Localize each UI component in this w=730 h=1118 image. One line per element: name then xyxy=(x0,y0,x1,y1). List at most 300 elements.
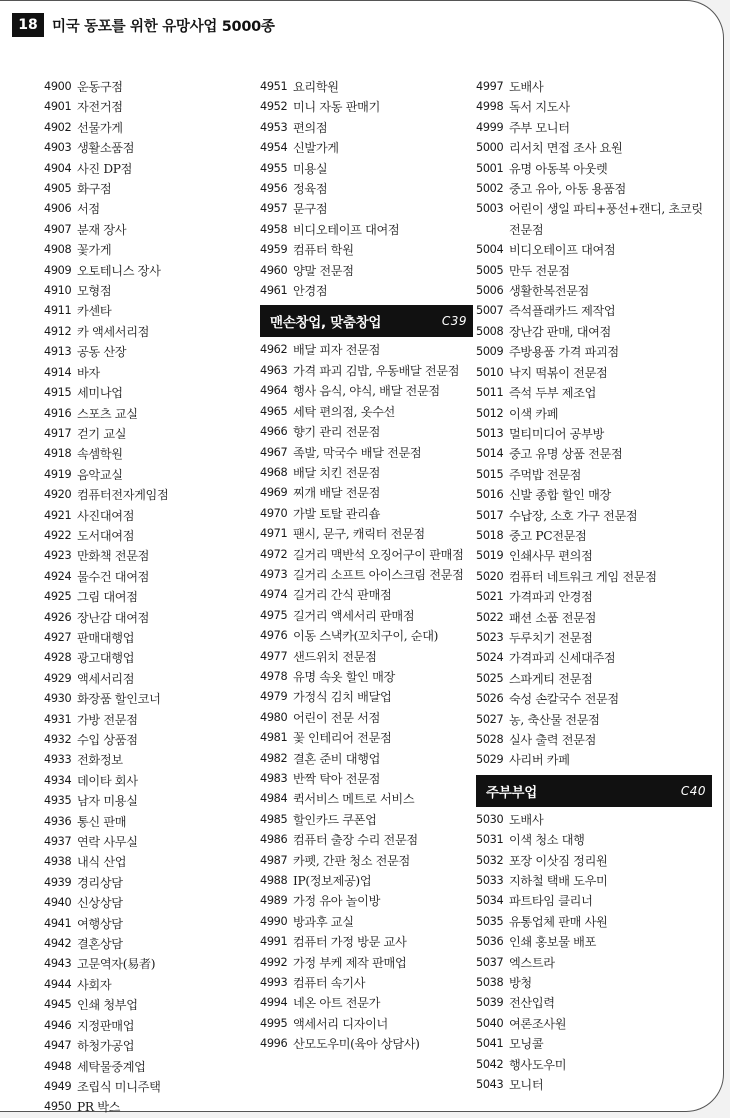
item-text: 꽃 인테리어 전문점 xyxy=(293,731,392,746)
item-text: 문구점 xyxy=(293,202,328,217)
item-number: 4970 xyxy=(260,506,288,520)
list-item xyxy=(44,1016,249,1036)
section-header-c39 xyxy=(260,305,473,337)
item-number: 4967 xyxy=(260,445,288,459)
item-text: 스포츠 교실 xyxy=(77,406,138,421)
column-2-top-list xyxy=(260,77,473,301)
list-item xyxy=(476,179,712,199)
item-number: 4906 xyxy=(44,202,72,216)
item-number: 4936 xyxy=(44,814,72,828)
list-item xyxy=(44,342,249,362)
list-item xyxy=(260,932,473,952)
list-item xyxy=(44,261,249,281)
item-text: 오토테니스 장사 xyxy=(77,263,161,278)
item-number: 4965 xyxy=(260,404,288,418)
item-text: 가발 토탈 관리숍 xyxy=(293,506,381,521)
item-text: 광고대행업 xyxy=(77,651,135,666)
item-number: 5042 xyxy=(476,1057,504,1071)
list-item xyxy=(44,301,249,321)
list-item xyxy=(476,750,712,770)
item-number: 4922 xyxy=(44,528,72,542)
item-text: IP(정보제공)업 xyxy=(293,874,372,889)
page-number: 18 xyxy=(12,13,44,37)
item-text: 액세서리점 xyxy=(77,671,135,686)
item-text: 즉석 두부 제조업 xyxy=(509,386,597,401)
item-number: 5015 xyxy=(476,467,504,481)
list-item xyxy=(476,871,712,891)
running-title: 미국 동포를 위한 유망사업 5000종 xyxy=(52,18,275,35)
item-number: 4984 xyxy=(260,792,288,806)
item-text: 안경점 xyxy=(293,284,328,299)
item-text: 즉석플래카드 제작업 xyxy=(509,304,616,319)
list-item xyxy=(260,402,473,422)
item-text: 여행상담 xyxy=(77,916,123,931)
item-number: 4939 xyxy=(44,875,72,889)
item-number: 4991 xyxy=(260,935,288,949)
item-text: 스파게티 전문점 xyxy=(509,671,593,686)
list-item xyxy=(44,914,249,934)
item-text: 유명 아동복 아웃렛 xyxy=(509,161,608,176)
list-item xyxy=(44,444,249,464)
list-item xyxy=(260,728,473,748)
list-item xyxy=(476,199,712,240)
item-text: 양말 전문점 xyxy=(293,263,354,278)
item-number: 4951 xyxy=(260,80,288,93)
item-number: 4932 xyxy=(44,733,72,746)
list-item xyxy=(260,77,473,97)
item-text: 방청 xyxy=(509,976,532,991)
list-item xyxy=(44,281,249,301)
item-number: 4924 xyxy=(44,569,72,583)
column-3 xyxy=(476,77,712,1096)
item-text: 숙성 손칼국수 전문점 xyxy=(509,692,619,707)
item-text: 지하철 택배 도우미 xyxy=(509,874,608,889)
item-number: 5027 xyxy=(476,712,504,726)
item-number: 4923 xyxy=(44,549,72,563)
item-number: 4975 xyxy=(260,608,288,622)
item-text: 만화책 전문점 xyxy=(77,549,150,564)
list-item xyxy=(260,708,473,728)
item-text: 사진대여점 xyxy=(77,508,135,523)
item-text: 퀵서비스 메트로 서비스 xyxy=(293,792,415,807)
item-number: 5011 xyxy=(476,386,504,400)
item-text: 컴퓨터 가정 방문 교사 xyxy=(293,935,407,950)
item-text: 액세서리 디자이너 xyxy=(293,1016,388,1031)
item-text: 길거리 소프트 아이스크림 전문점 xyxy=(293,567,464,582)
item-number: 4999 xyxy=(476,120,504,134)
item-text: 바자 xyxy=(77,365,100,380)
item-number: 4916 xyxy=(44,406,72,420)
item-text: 배달 치킨 전문점 xyxy=(293,465,381,480)
item-text: 행사 음식, 야식, 배달 전문점 xyxy=(293,384,440,399)
item-text: 하청가공업 xyxy=(77,1039,135,1054)
list-item xyxy=(260,1014,473,1034)
item-text: 리서치 면접 조사 요원 xyxy=(509,141,623,156)
item-text: 엑스트라 xyxy=(509,955,555,970)
list-item xyxy=(476,1055,712,1075)
list-item xyxy=(260,830,473,850)
list-item xyxy=(44,77,249,97)
item-number: 4913 xyxy=(44,345,72,359)
item-number: 5026 xyxy=(476,692,504,706)
list-item xyxy=(260,1034,473,1054)
item-number: 4987 xyxy=(260,853,288,867)
item-text: 이동 스낵카(꼬치구이, 순대) xyxy=(293,629,439,644)
list-item xyxy=(476,159,712,179)
list-item xyxy=(476,424,712,444)
item-number: 4981 xyxy=(260,731,288,745)
list-item xyxy=(260,97,473,117)
item-number: 5014 xyxy=(476,447,504,461)
item-number: 4986 xyxy=(260,833,288,847)
item-text: 카센타 xyxy=(77,304,112,319)
item-number: 5030 xyxy=(476,812,504,826)
item-text: 주방용품 가격 파괴점 xyxy=(509,345,619,360)
item-number: 4914 xyxy=(44,365,72,379)
list-item xyxy=(476,851,712,871)
item-number: 4990 xyxy=(260,914,288,928)
item-number: 5012 xyxy=(476,406,504,420)
item-number: 4935 xyxy=(44,794,72,808)
item-number: 4908 xyxy=(44,243,72,257)
item-number: 5025 xyxy=(476,671,504,685)
item-text: 내식 산업 xyxy=(77,855,127,870)
item-text: 족발, 막국수 배달 전문점 xyxy=(293,445,422,460)
list-item xyxy=(476,261,712,281)
item-number: 5020 xyxy=(476,569,504,583)
item-number: 4969 xyxy=(260,486,288,500)
item-number: 5019 xyxy=(476,549,504,563)
item-text: 결혼상담 xyxy=(77,937,123,952)
list-item xyxy=(44,138,249,158)
item-text: 도배사 xyxy=(509,812,544,827)
list-item xyxy=(44,873,249,893)
column-3-top-list xyxy=(476,77,712,771)
item-number: 4974 xyxy=(260,588,288,602)
item-text: 연락 사무실 xyxy=(77,835,138,850)
list-item xyxy=(260,667,473,687)
list-item xyxy=(476,546,712,566)
item-text: 화장품 할인코너 xyxy=(77,692,161,707)
item-text: 그림 대여점 xyxy=(77,590,138,605)
item-number: 4900 xyxy=(44,80,72,93)
item-text: 길거리 맥반석 오징어구이 판매점 xyxy=(293,547,464,562)
item-number: 4928 xyxy=(44,651,72,665)
list-item xyxy=(260,606,473,626)
item-text: 신발 종합 할인 매장 xyxy=(509,488,611,503)
list-item xyxy=(476,240,712,260)
item-text: 여론조사원 xyxy=(509,1016,567,1031)
item-number: 5036 xyxy=(476,935,504,949)
item-number: 4921 xyxy=(44,508,72,522)
item-text: 두루치기 전문점 xyxy=(509,630,593,645)
list-item xyxy=(476,710,712,730)
item-text: 전산입력 xyxy=(509,996,555,1011)
column-2-bottom-list xyxy=(260,340,473,1054)
list-item xyxy=(476,118,712,138)
item-number: 4950 xyxy=(44,1100,72,1114)
list-item xyxy=(260,340,473,360)
item-number: 4983 xyxy=(260,772,288,785)
list-item xyxy=(44,97,249,117)
item-text: 파트타임 클리너 xyxy=(509,894,593,909)
item-text: 장난감 판매, 대여점 xyxy=(509,324,611,339)
list-item xyxy=(476,383,712,403)
item-text: 독서 지도사 xyxy=(509,100,570,115)
list-item xyxy=(44,893,249,913)
item-number: 5024 xyxy=(476,651,504,665)
item-text: 어린이 전문 서점 xyxy=(293,710,381,725)
list-item xyxy=(44,852,249,872)
item-number: 4964 xyxy=(260,384,288,398)
section-header-c40 xyxy=(476,775,712,807)
list-item xyxy=(476,689,712,709)
list-item xyxy=(44,771,249,791)
column-2 xyxy=(260,77,473,1055)
item-text: 팬시, 문구, 캐릭터 전문점 xyxy=(293,527,425,542)
list-item xyxy=(476,932,712,952)
item-text: 중고 유명 상품 전문점 xyxy=(509,447,623,462)
list-item xyxy=(260,504,473,524)
item-text: 데이타 회사 xyxy=(77,773,138,788)
list-item xyxy=(260,524,473,544)
item-text: 물수건 대여점 xyxy=(77,569,150,584)
item-text: 수입 상품점 xyxy=(77,733,138,747)
item-number: 4957 xyxy=(260,202,288,216)
list-item xyxy=(476,485,712,505)
list-item xyxy=(260,851,473,871)
list-item xyxy=(476,587,712,607)
item-number: 5043 xyxy=(476,1078,504,1092)
item-text: 낙지 떡볶이 전문점 xyxy=(509,365,608,380)
item-number: 5041 xyxy=(476,1037,504,1051)
list-item xyxy=(44,179,249,199)
list-item xyxy=(260,993,473,1013)
item-number: 4979 xyxy=(260,690,288,704)
list-item xyxy=(260,871,473,891)
item-text: 할인카드 쿠폰업 xyxy=(293,812,377,827)
item-number: 4945 xyxy=(44,998,72,1012)
list-item xyxy=(476,1034,712,1054)
item-text: 중고 PC전문점 xyxy=(509,528,587,543)
list-item xyxy=(476,830,712,850)
item-text: 중고 유아, 아동 용품점 xyxy=(509,182,626,197)
item-number: 4971 xyxy=(260,527,288,541)
item-number: 4929 xyxy=(44,671,72,685)
item-text: 편의점 xyxy=(293,120,328,135)
item-number: 4956 xyxy=(260,182,288,196)
item-number: 4978 xyxy=(260,669,288,683)
item-number: 4911 xyxy=(44,304,72,318)
item-number: 5035 xyxy=(476,914,504,928)
item-text: 조립식 미니주택 xyxy=(77,1079,161,1094)
item-text: 유명 속옷 할인 매장 xyxy=(293,669,395,684)
item-number: 4966 xyxy=(260,425,288,439)
list-item xyxy=(44,750,249,770)
item-number: 4919 xyxy=(44,467,72,481)
item-number: 5004 xyxy=(476,243,504,257)
list-item xyxy=(44,485,249,505)
item-text: 가격 파괴 김밥, 우동배달 전문점 xyxy=(293,363,460,378)
item-text: 사진 DP점 xyxy=(77,161,133,176)
item-text: 비디오테이프 대여점 xyxy=(293,222,400,237)
item-text: 도서대여점 xyxy=(77,528,135,543)
item-text: 선물가게 xyxy=(77,120,123,135)
item-number: 5008 xyxy=(476,324,504,338)
list-item xyxy=(44,220,249,240)
item-number: 4963 xyxy=(260,363,288,377)
item-text: 비디오테이프 대여점 xyxy=(509,243,616,258)
item-text: 수납장, 소호 가구 전문점 xyxy=(509,508,638,523)
item-number: 4915 xyxy=(44,386,72,400)
item-text: 행사도우미 xyxy=(509,1057,567,1072)
item-text: 어린이 생일 파티+풍선+캔디, 초코릿전문점 xyxy=(509,202,703,237)
list-item xyxy=(476,891,712,911)
list-item xyxy=(476,342,712,362)
item-text: 경리상담 xyxy=(77,875,123,890)
item-text: 세미나업 xyxy=(77,386,123,401)
list-item xyxy=(44,608,249,628)
list-item xyxy=(44,1097,249,1117)
item-text: 정육점 xyxy=(293,182,328,197)
item-number: 5032 xyxy=(476,853,504,867)
list-item xyxy=(260,912,473,932)
list-item xyxy=(260,220,473,240)
item-text: 배달 피자 전문점 xyxy=(293,343,381,358)
column-1 xyxy=(44,77,249,1118)
item-text: 세탁물중계업 xyxy=(77,1059,146,1074)
list-item xyxy=(476,912,712,932)
list-item xyxy=(476,506,712,526)
item-text: 속셈학원 xyxy=(77,447,123,462)
item-text: 모니터 xyxy=(509,1078,544,1093)
item-number: 5017 xyxy=(476,508,504,522)
item-text: 컴퓨터 속기사 xyxy=(293,976,366,991)
list-item xyxy=(44,587,249,607)
list-item xyxy=(476,404,712,424)
list-item xyxy=(476,567,712,587)
item-text: 미니 자동 판매기 xyxy=(293,100,381,115)
list-item xyxy=(44,526,249,546)
item-number: 4972 xyxy=(260,547,288,561)
list-item xyxy=(44,710,249,730)
item-number: 5031 xyxy=(476,833,504,847)
item-number: 4905 xyxy=(44,182,72,196)
item-text: 전화정보 xyxy=(77,753,123,768)
item-text: 길거리 간식 판매점 xyxy=(293,588,392,603)
list-item xyxy=(476,301,712,321)
list-item xyxy=(44,648,249,668)
item-number: 4977 xyxy=(260,649,288,663)
list-item xyxy=(260,159,473,179)
item-text: 농, 축산물 전문점 xyxy=(509,712,600,727)
list-item xyxy=(476,444,712,464)
item-number: 4968 xyxy=(260,465,288,479)
list-item xyxy=(44,240,249,260)
item-number: 4992 xyxy=(260,955,288,969)
list-item xyxy=(260,973,473,993)
list-item xyxy=(260,179,473,199)
list-item xyxy=(260,626,473,646)
item-text: 도배사 xyxy=(509,80,544,94)
item-text: 인쇄사무 편의점 xyxy=(509,549,593,564)
item-number: 4942 xyxy=(44,937,72,951)
list-item xyxy=(476,465,712,485)
list-item xyxy=(44,159,249,179)
item-number: 4960 xyxy=(260,263,288,277)
list-item xyxy=(260,281,473,301)
item-number: 5000 xyxy=(476,141,504,155)
item-number: 4907 xyxy=(44,222,72,236)
item-number: 4958 xyxy=(260,222,288,236)
item-number: 4955 xyxy=(260,161,288,175)
item-text: 만두 전문점 xyxy=(509,263,570,278)
item-text: 패션 소품 전문점 xyxy=(509,610,597,625)
item-number: 4917 xyxy=(44,426,72,440)
item-text: 통신 판매 xyxy=(77,814,127,829)
item-text: 지정판매업 xyxy=(77,1018,135,1033)
item-number: 4980 xyxy=(260,710,288,724)
item-number: 5010 xyxy=(476,365,504,379)
item-number: 5016 xyxy=(476,488,504,502)
list-item xyxy=(44,383,249,403)
list-item xyxy=(260,810,473,830)
item-text: 세탁 편의점, 옷수선 xyxy=(293,404,395,419)
item-number: 4952 xyxy=(260,100,288,114)
list-item xyxy=(44,1057,249,1077)
list-item xyxy=(44,628,249,648)
item-text: 장난감 대여점 xyxy=(77,610,150,625)
item-text: 이색 카페 xyxy=(509,406,559,421)
item-number: 5029 xyxy=(476,753,504,767)
item-text: 주먹밥 전문점 xyxy=(509,467,582,482)
item-text: 신상상담 xyxy=(77,896,123,911)
item-number: 5040 xyxy=(476,1016,504,1030)
item-number: 4909 xyxy=(44,263,72,277)
list-item xyxy=(476,730,712,750)
item-text: 운동구점 xyxy=(77,80,123,94)
list-item xyxy=(476,648,712,668)
item-number: 4925 xyxy=(44,590,72,604)
list-item xyxy=(260,769,473,789)
item-text: 컴퓨터전자게임점 xyxy=(77,488,169,503)
item-number: 4962 xyxy=(260,343,288,357)
item-text: 분재 장사 xyxy=(77,222,127,237)
item-text: 인쇄 청부업 xyxy=(77,998,138,1013)
item-text: 컴퓨터 출장 수리 전문점 xyxy=(293,833,418,848)
item-number: 4953 xyxy=(260,120,288,134)
list-item xyxy=(260,118,473,138)
item-text: 서점 xyxy=(77,202,100,217)
item-number: 4920 xyxy=(44,488,72,502)
list-item xyxy=(260,891,473,911)
item-text: 반짝 탁아 전문점 xyxy=(293,772,381,786)
item-number: 5018 xyxy=(476,528,504,542)
item-text: 화구점 xyxy=(77,182,112,197)
item-text: 꽃가게 xyxy=(77,243,112,258)
item-number: 4973 xyxy=(260,567,288,581)
item-number: 5002 xyxy=(476,182,504,196)
item-number: 4961 xyxy=(260,284,288,298)
item-number: 4989 xyxy=(260,894,288,908)
list-item xyxy=(260,261,473,281)
list-item xyxy=(476,993,712,1013)
item-number: 5028 xyxy=(476,733,504,746)
item-number: 5039 xyxy=(476,996,504,1010)
item-text: 가정식 김치 배달업 xyxy=(293,690,392,705)
item-text: 남자 미용실 xyxy=(77,794,138,809)
item-number: 4930 xyxy=(44,692,72,706)
